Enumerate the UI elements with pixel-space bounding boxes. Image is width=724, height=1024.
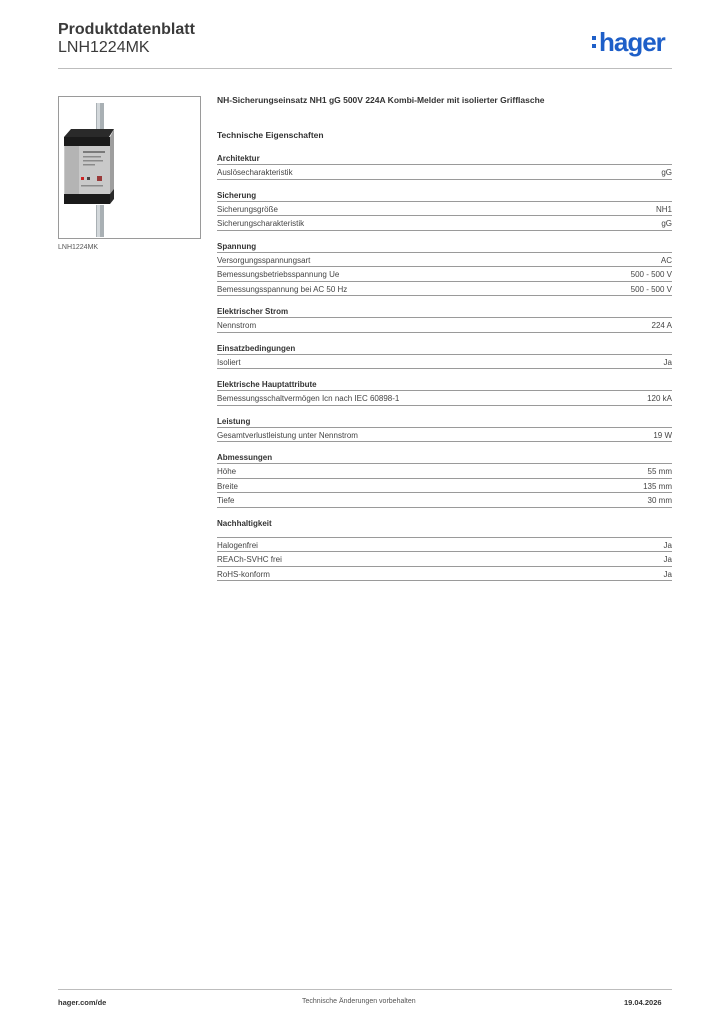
product-description: NH-Sicherungseinsatz NH1 gG 500V 224A Kombi-Melder mit isolierter Grifflasche bbox=[217, 95, 545, 105]
spec-label: Nennstrom bbox=[217, 321, 257, 330]
spec-label: Bemessungsschaltvermögen Icn nach IEC 60898-1 bbox=[217, 394, 400, 403]
spec-value: 135 mm bbox=[643, 481, 672, 491]
spec-value: 500 - 500 V bbox=[630, 284, 672, 294]
spec-row bbox=[217, 538, 672, 553]
section-architektur bbox=[217, 154, 672, 180]
spec-value: gG bbox=[661, 168, 672, 177]
page-title: Produktdatenblatt bbox=[58, 21, 195, 38]
spec-row bbox=[217, 391, 672, 406]
section-title: Elektrischer Strom bbox=[217, 307, 672, 318]
spec-row bbox=[217, 355, 672, 370]
spec-row bbox=[217, 282, 672, 297]
section-title: Sicherung bbox=[217, 191, 672, 202]
spec-row bbox=[217, 165, 672, 180]
spec-label: Bemessungsbetriebsspannung Ue bbox=[217, 270, 340, 279]
spec-row bbox=[217, 493, 672, 508]
spec-label: Bemessungsspannung bei AC 50 Hz bbox=[217, 284, 348, 294]
spec-label: Versorgungsspannungsart bbox=[217, 255, 311, 265]
section-abmessungen bbox=[217, 453, 672, 508]
spec-value: Ja bbox=[663, 540, 672, 550]
product-image-frame bbox=[58, 96, 201, 239]
footer-website: hager.com/de bbox=[58, 998, 107, 1007]
spec-label: REACh-SVHC frei bbox=[217, 555, 282, 564]
spec-label: RoHS-konform bbox=[217, 569, 270, 579]
section-sicherung bbox=[217, 191, 672, 231]
logo-text: hager bbox=[599, 27, 665, 57]
section-leistung bbox=[217, 417, 672, 443]
spec-value: Ja bbox=[663, 357, 672, 367]
section-title: Nachhaltigkeit bbox=[217, 519, 672, 538]
footer-date: 19.04.2026 bbox=[624, 998, 662, 1007]
section-title: Leistung bbox=[217, 417, 672, 428]
spec-value: AC bbox=[660, 255, 672, 265]
spec-label: Halogenfrei bbox=[217, 540, 258, 550]
spec-label: Sicherungscharakteristik bbox=[217, 219, 305, 228]
footer-notice: Technische Änderungen vorbehalten bbox=[302, 998, 416, 1005]
spec-value: 224 A bbox=[651, 321, 672, 330]
spec-value: Ja bbox=[663, 555, 672, 564]
fuse-product-image bbox=[59, 97, 200, 238]
section-spannung bbox=[217, 242, 672, 297]
spec-value: gG bbox=[661, 219, 672, 228]
product-code: LNH1224MK bbox=[58, 39, 150, 56]
spec-value: 30 mm bbox=[647, 496, 672, 505]
spec-row bbox=[217, 216, 672, 231]
spec-row bbox=[217, 552, 672, 567]
technical-properties-heading: Technische Eigenschaften bbox=[217, 130, 324, 140]
section-einsatzbedingungen bbox=[217, 344, 672, 370]
section-title: Einsatzbedingungen bbox=[217, 344, 672, 355]
spec-label: Tiefe bbox=[217, 496, 235, 505]
spec-row bbox=[217, 202, 672, 217]
spec-label: Höhe bbox=[217, 467, 237, 476]
spec-content bbox=[217, 95, 672, 581]
logo-dots-icon bbox=[592, 36, 597, 52]
section-nachhaltigkeit bbox=[217, 519, 672, 582]
section-title: Abmessungen bbox=[217, 453, 672, 464]
spec-label: Auslösecharakteristik bbox=[217, 168, 293, 177]
spec-row bbox=[217, 479, 672, 494]
spec-row bbox=[217, 464, 672, 479]
spec-value: 500 - 500 V bbox=[630, 270, 672, 279]
hager-logo bbox=[592, 27, 665, 58]
spec-row bbox=[217, 567, 672, 582]
spec-row bbox=[217, 267, 672, 282]
footer-divider bbox=[58, 989, 672, 990]
header-divider bbox=[58, 68, 672, 69]
section-elektrischer-strom bbox=[217, 307, 672, 333]
spec-label: Sicherungsgröße bbox=[217, 204, 278, 214]
image-caption: LNH1224MK bbox=[58, 244, 99, 251]
section-title: Spannung bbox=[217, 242, 672, 253]
spec-value: 55 mm bbox=[647, 467, 672, 476]
spec-row bbox=[217, 428, 672, 443]
spec-row bbox=[217, 253, 672, 268]
section-elektrische-hauptattribute bbox=[217, 380, 672, 406]
section-title: Architektur bbox=[217, 154, 672, 165]
spec-label: Isoliert bbox=[217, 357, 241, 367]
spec-value: Ja bbox=[663, 569, 672, 579]
spec-value: 19 W bbox=[653, 430, 672, 440]
spec-value: NH1 bbox=[655, 204, 672, 214]
spec-label: Gesamtverlustleistung unter Nennstrom bbox=[217, 430, 358, 440]
spec-row bbox=[217, 318, 672, 333]
spec-value: 120 kA bbox=[647, 394, 672, 403]
spec-label: Breite bbox=[217, 481, 238, 491]
section-title: Elektrische Hauptattribute bbox=[217, 380, 672, 391]
